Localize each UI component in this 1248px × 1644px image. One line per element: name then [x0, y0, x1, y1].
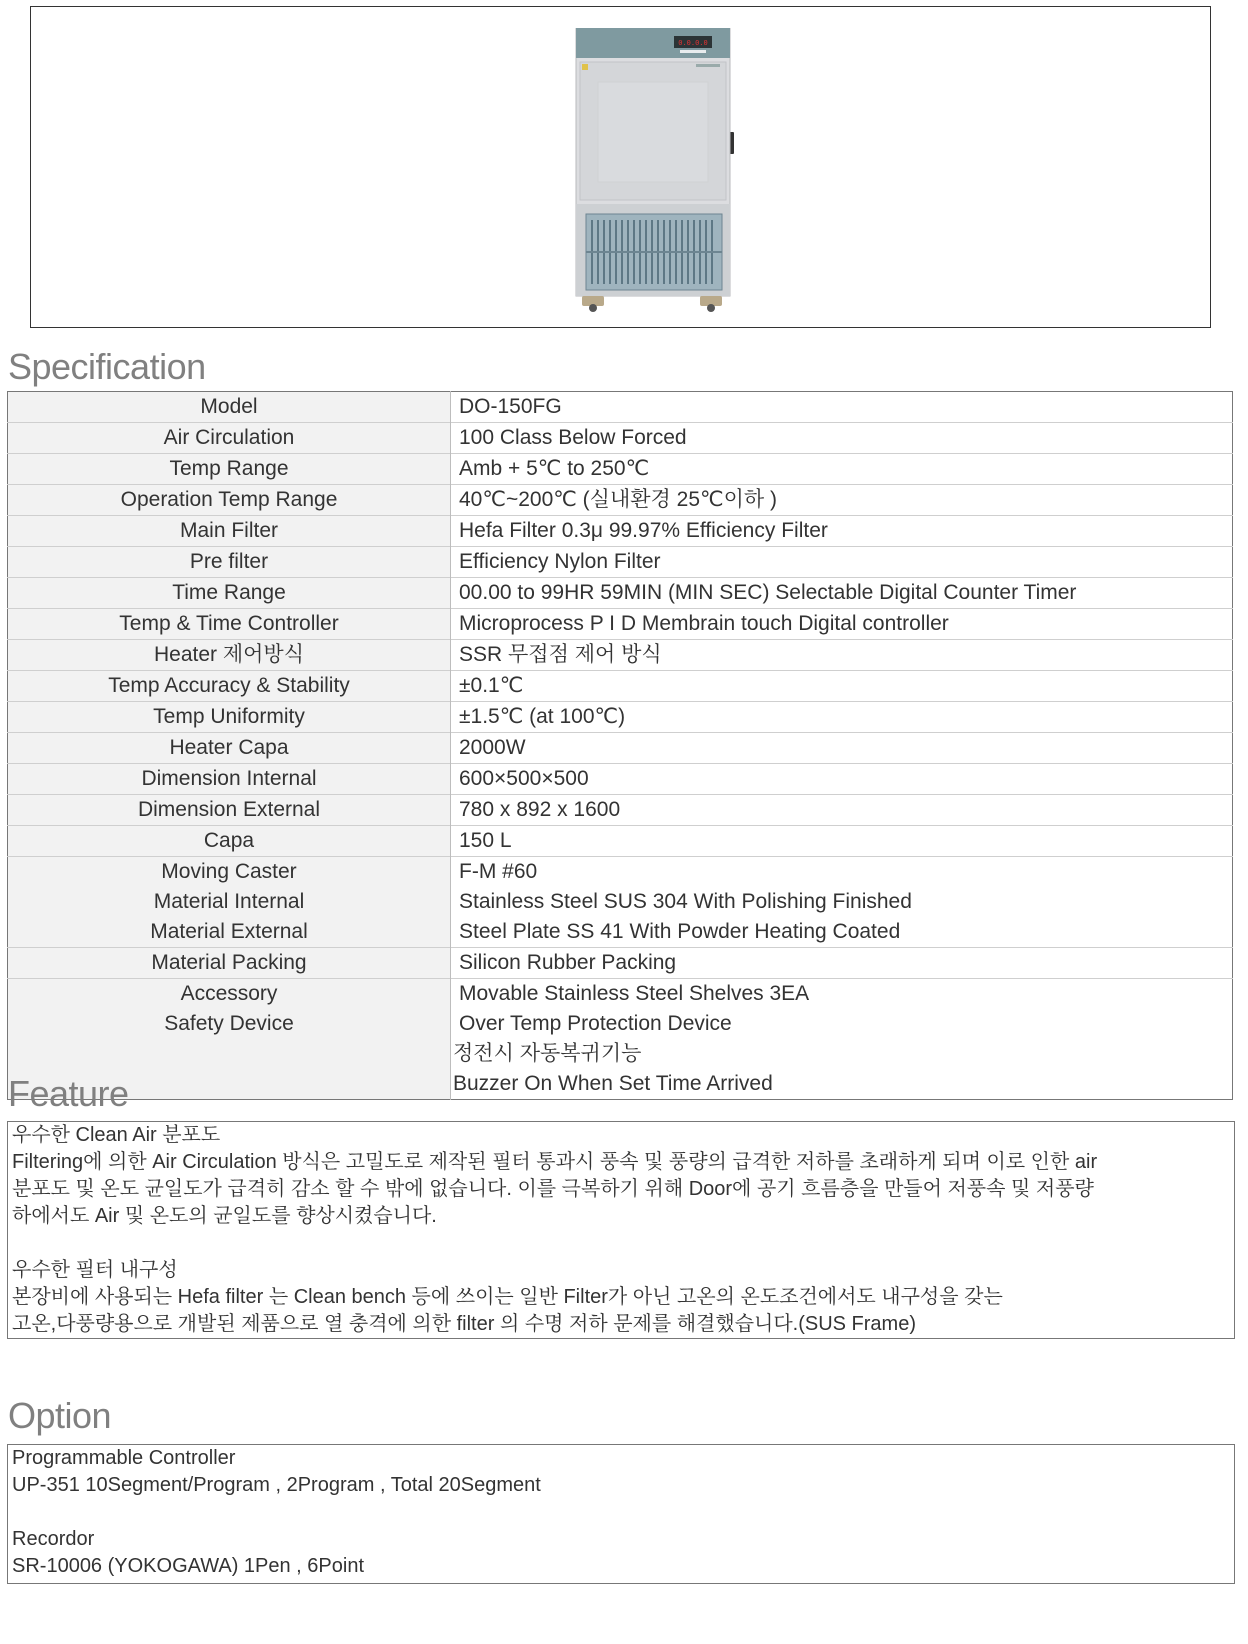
spec-row: [8, 392, 1233, 423]
spec-value: Microprocess P I D Membrain touch Digital controller: [451, 609, 1233, 640]
spec-key: Temp Accuracy & Stability: [8, 671, 451, 702]
spec-row: [8, 454, 1233, 485]
accessory-key: Accessory: [180, 982, 278, 1005]
spec-row: [8, 547, 1233, 578]
safety-extra-buzzer: Buzzer On When Set Time Arrived: [453, 1072, 773, 1095]
feature-text-line: 고온,다풍량용으로 개발된 제품으로 열 충격에 의한 filter 의 수명 저하 문제를 해결했습니다.(SUS Frame): [12, 1313, 917, 1335]
spec-key: Main Filter: [8, 516, 451, 547]
spec-row: [8, 485, 1233, 516]
spec-value: DO-150FG: [459, 395, 562, 418]
spec-row: [8, 702, 1233, 733]
option-box: [7, 1444, 1235, 1584]
spec-rows: [8, 392, 1233, 888]
spec-row: [8, 423, 1233, 454]
spec-extra-rows: [8, 887, 1233, 1100]
spec-key: Time Range: [8, 578, 451, 609]
spec-value: Hefa Filter 0.3μ 99.97% Efficiency Filter: [451, 516, 1233, 547]
spec-value: SSR 무접점 제어 방식: [451, 640, 1233, 671]
spec-row: [8, 516, 1233, 547]
option-item-name: Recordor: [12, 1528, 95, 1550]
spec-key: Temp Uniformity: [8, 702, 451, 733]
spec-row: [8, 795, 1233, 826]
feature-text-line: Filtering에 의한 Air Circulation 방식은 고밀도로 제작된 필터 통과시 풍속 및 풍량의 급격한 저하를 초래하게 되며 이로 인한 air: [12, 1151, 1098, 1173]
spec-row-material-packing: [8, 948, 1233, 979]
spec-key: Capa: [8, 826, 451, 857]
spec-value: 100 Class Below Forced: [451, 423, 1233, 454]
feature-text-line: 본장비에 사용되는 Hefa filter 는 Clean bench 등에 쓰이는 일반 Filter가 아닌 고온의 온도조건에서도 내구성을 갖는: [12, 1286, 1003, 1308]
spec-value: ±0.1℃: [451, 671, 1233, 702]
spec-row: [8, 671, 1233, 702]
spec-key: Temp Range: [8, 454, 451, 485]
specification-table: [7, 391, 1233, 1100]
spec-key: Air Circulation: [8, 423, 451, 454]
spec-key: Material Internal: [8, 887, 451, 917]
spec-key: Heater 제어방식: [8, 640, 451, 671]
feature-text-line: 분포도 및 온도 균일도가 급격히 감소 할 수 밖에 없습니다. 이를 극복하기 위해 Door에 공기 흐름층을 만들어 저풍속 및 저풍량: [12, 1178, 1094, 1200]
spec-value: Stainless Steel SUS 304 With Polishing Finished: [459, 890, 912, 913]
display-readout: 0.0.0.0: [678, 39, 708, 47]
spec-value: 780 x 892 x 1600: [451, 795, 1233, 826]
spec-key: Moving Caster: [8, 857, 451, 888]
option-item-desc: SR-10006 (YOKOGAWA) 1Pen , 6Point: [12, 1555, 365, 1577]
spec-key: Dimension External: [8, 795, 451, 826]
spec-key: Dimension Internal: [8, 764, 451, 795]
spec-value: 150 L: [451, 826, 1233, 857]
feature-box: [7, 1121, 1235, 1339]
spec-key: Operation Temp Range: [8, 485, 451, 516]
option-title: Option: [8, 1395, 112, 1436]
spec-value-group: [451, 979, 1233, 1100]
drying-oven-image: [568, 28, 734, 312]
spec-row: [8, 733, 1233, 764]
spec-row: [8, 857, 1233, 888]
spec-key: Material Packing: [8, 948, 451, 979]
safety-device-value: Over Temp Protection Device: [459, 1012, 732, 1035]
spec-value: Efficiency Nylon Filter: [451, 547, 1233, 578]
feature-title: Feature: [8, 1073, 129, 1114]
spec-key: Pre filter: [8, 547, 451, 578]
spec-row: [8, 609, 1233, 640]
product-image-frame: [30, 6, 1211, 328]
spec-row: [8, 826, 1233, 857]
spec-row: [8, 640, 1233, 671]
spec-row-material-external: [8, 917, 1233, 948]
spec-value: Amb + 5℃ to 250℃: [451, 454, 1233, 485]
safety-extra-restart: 정전시 자동복귀기능: [453, 1042, 642, 1065]
spec-value: ±1.5℃ (at 100℃): [451, 702, 1233, 733]
feature-heading-clean-air: 우수한 Clean Air 분포도: [12, 1124, 221, 1146]
accessory-value: Movable Stainless Steel Shelves 3EA: [459, 982, 810, 1005]
feature-heading-filter: 우수한 필터 내구성: [12, 1259, 178, 1281]
spec-value: Steel Plate SS 41 With Powder Heating Coated: [459, 920, 901, 943]
spec-row: [8, 578, 1233, 609]
spec-value: F-M #60: [451, 857, 1233, 888]
feature-text-line: 하에서도 Air 및 온도의 균일도를 향상시켰습니다.: [12, 1205, 437, 1227]
spec-value: Silicon Rubber Packing: [451, 948, 1233, 979]
specification-title: Specification: [8, 346, 206, 387]
spec-row: [8, 764, 1233, 795]
spec-key: Temp & Time Controller: [8, 609, 451, 640]
spec-value: 600×500×500: [451, 764, 1233, 795]
spec-value: 2000W: [451, 733, 1233, 764]
spec-row-material-internal: [8, 887, 1233, 917]
spec-row-accessory-safety: [8, 979, 1233, 1100]
spec-key: Model: [8, 392, 451, 423]
spec-key: Material External: [8, 917, 451, 948]
spec-value: 40℃~200℃ (실내환경 25℃이하 ): [451, 485, 1233, 516]
option-item-name: Programmable Controller: [12, 1447, 236, 1469]
spec-key: Heater Capa: [8, 733, 451, 764]
safety-device-key: Safety Device: [164, 1012, 294, 1035]
option-item-desc: UP-351 10Segment/Program , 2Program , Total 20Segment: [12, 1474, 541, 1496]
spec-value: 00.00 to 99HR 59MIN (MIN SEC) Selectable Digital Counter Timer: [451, 578, 1233, 609]
